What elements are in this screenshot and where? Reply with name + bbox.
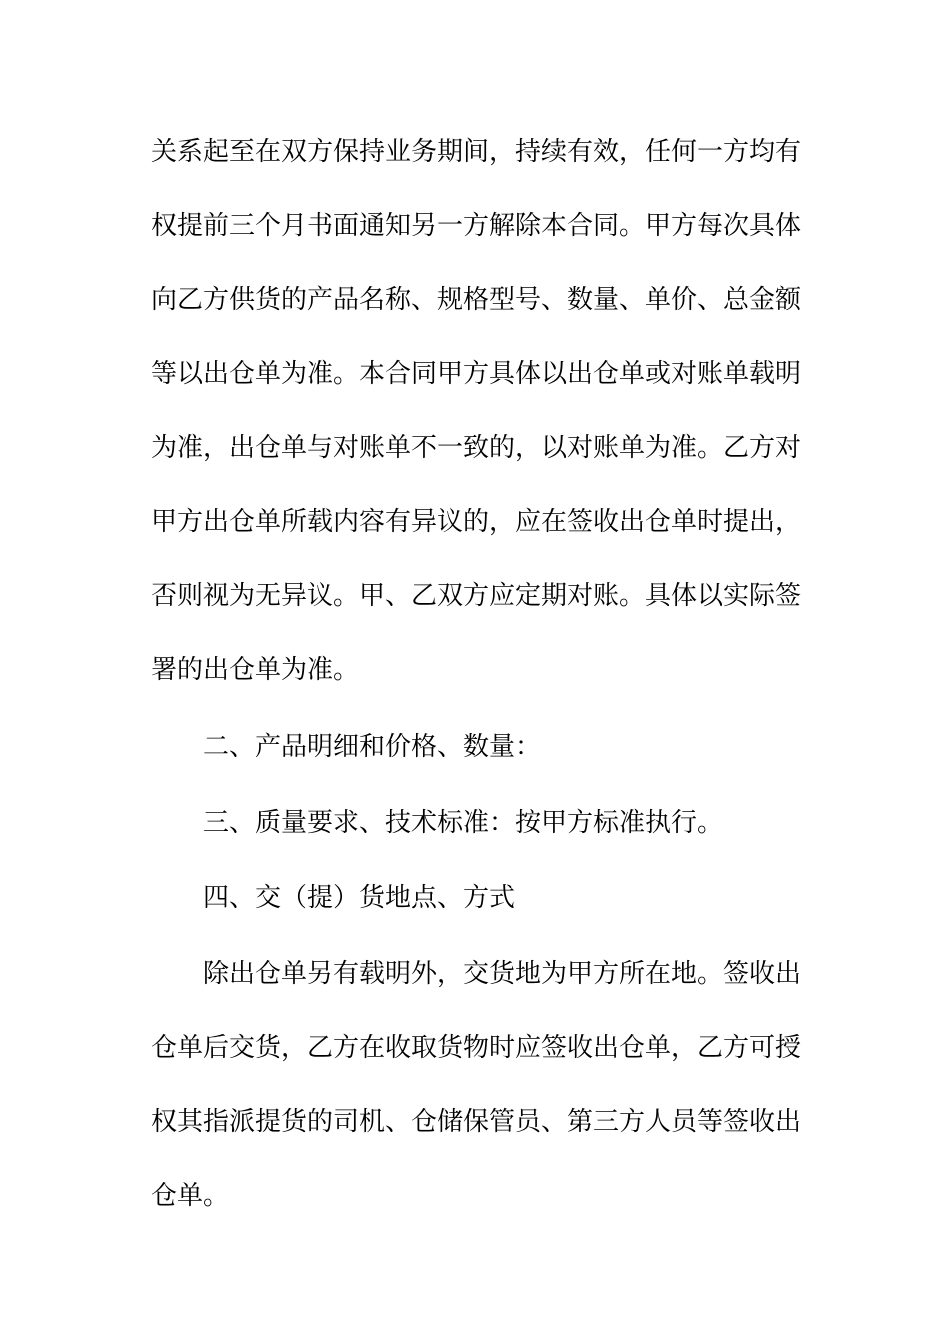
section-heading-2: 二、产品明细和价格、数量： [203,732,542,762]
section-heading-4: 四、交（提）货地点、方式 [203,883,516,913]
paragraph-line: 权其指派提货的司机、仓储保管员、第三方人员等签收出 [151,1107,802,1137]
section-heading-3: 三、质量要求、技术标准：按甲方标准执行。 [203,808,724,838]
paragraph-line: 仓单。 [151,1181,230,1211]
paragraph-line: 向乙方供货的产品名称、规格型号、数量、单价、总金额 [151,285,802,315]
paragraph-line: 关系起至在双方保持业务期间，持续有效，任何一方均有 [151,137,802,167]
paragraph-line: 为准，出仓单与对账单不一致的，以对账单为准。乙方对 [151,433,802,463]
paragraph-line: 甲方出仓单所载内容有异议的，应在签收出仓单时提出， [151,507,802,537]
paragraph-line: 等以出仓单为准。本合同甲方具体以出仓单或对账单载明 [151,359,802,389]
paragraph-line: 除出仓单另有载明外，交货地为甲方所在地。签收出 [203,959,802,989]
paragraph-line: 权提前三个月书面通知另一方解除本合同。甲方每次具体 [151,211,802,241]
paragraph-line: 否则视为无异议。甲、乙双方应定期对账。具体以实际签 [151,581,802,611]
paragraph-line: 署的出仓单为准。 [151,655,360,685]
paragraph-line: 仓单后交货，乙方在收取货物时应签收出仓单，乙方可授 [151,1033,802,1063]
